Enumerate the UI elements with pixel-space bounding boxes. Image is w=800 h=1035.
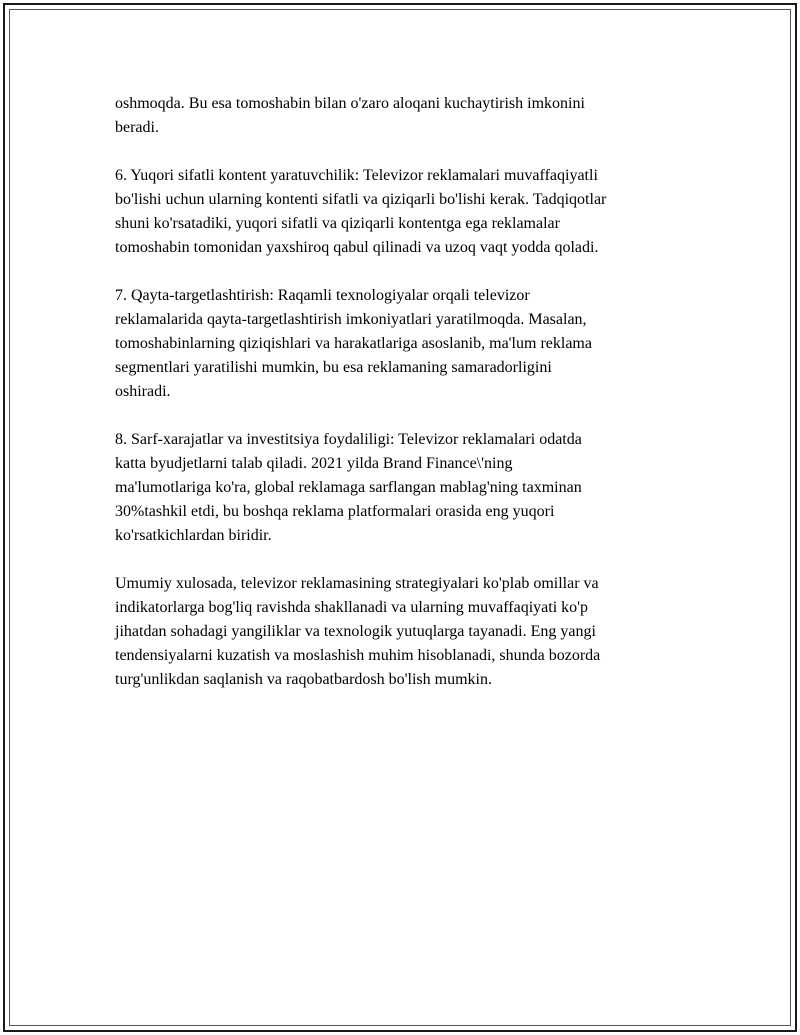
document-page — [3, 3, 797, 1032]
paragraph-item-6: 6. Yuqori sifatli kontent yaratuvchilik: Televizor reklamalari muvaffaqiyatli bo'lishi uchun ularning kontenti sifatli va qiziqarli bo'lishi kerak. Tadqiqotlar shuni ko'rsatadiki, yuqori sifatli va qiziqarli kontentga ega reklamalar tomoshabin tomonidan yaxshiroq qabul qilinadi va uzoq vaqt yodda qoladi. — [115, 167, 607, 256]
document-body — [115, 92, 680, 716]
paragraph-item-7: 7. Qayta-targetlashtirish: Raqamli texnologiyalar orqali televizor reklamalarida qayta-targetlashtirish imkoniyatlari yaratilmoqda. Masalan, tomoshabinlarning qiziqishlari va harakatlariga asoslanib, ma'lum reklama segmentlari yaratilishi mumkin, bu esa reklamaning samaradorligini oshiradi. — [115, 287, 592, 400]
paragraph-conclusion: Umumiy xulosada, televizor reklamasining strategiyalari ko'plab omillar va indikatorlarga bog'liq ravishda shakllanadi va ularning muvaffaqiyati ko'p jihatdan sohadagi yangiliklar va texnologik yutuqlarga tayanadi. Eng yangi tendensiyalarni kuzatish va moslashish muhim hisoblanadi, shunda bozorda turg'unlikdan saqlanish va raqobatbardosh bo'lish mumkin. — [115, 575, 601, 688]
paragraph-item-8: 8. Sarf-xarajatlar va investitsiya foydaliligi: Televizor reklamalari odatda katta byudjetlarni talab qiladi. 2021 yilda Brand Finance\'ning ma'lumotlariga ko'ra, global reklamaga sarflangan mablag'ning taxminan 30%tashkil etdi, bu boshqa reklama platformalari orasida eng yuqori ko'rsatkichlardan biridir. — [115, 431, 582, 544]
paragraph-continuation: oshmoqda. Bu esa tomoshabin bilan o'zaro aloqani kuchaytirish imkonini beradi. — [115, 95, 585, 136]
